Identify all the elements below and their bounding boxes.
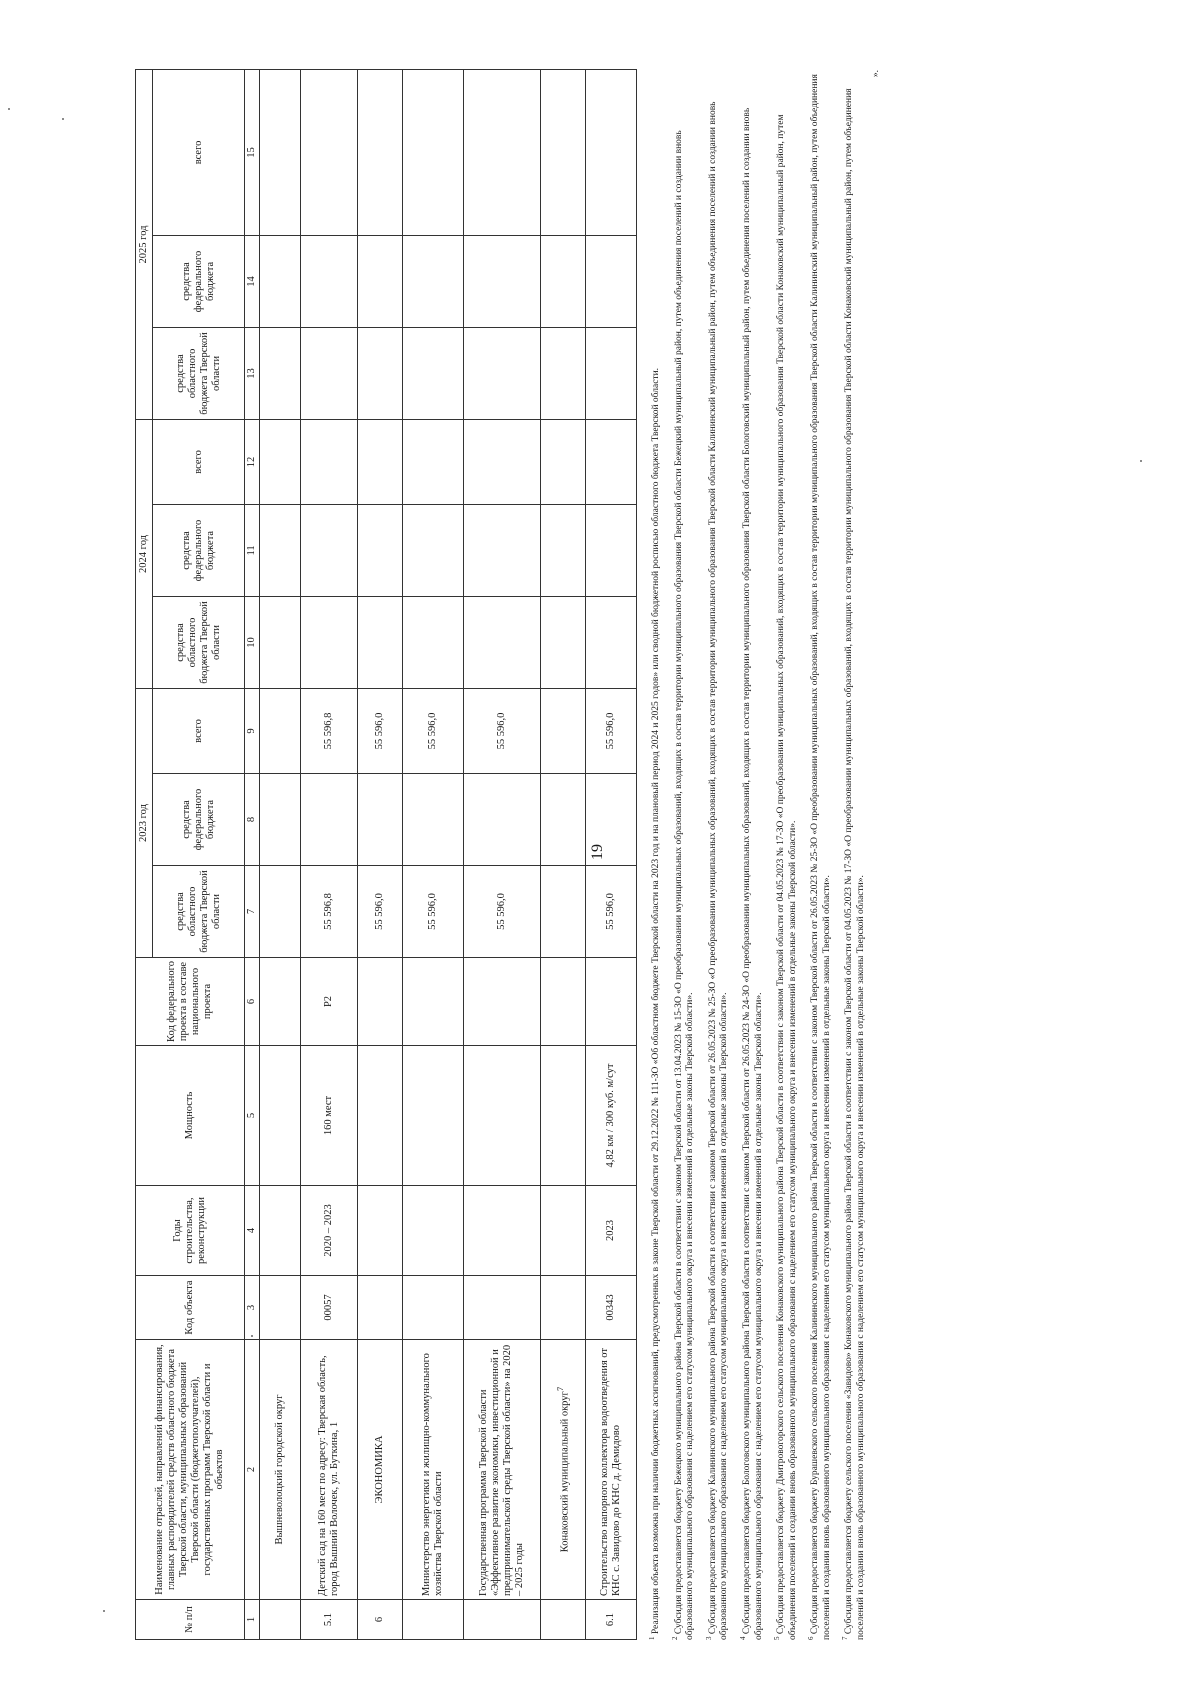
regional-2023: 55 596,0 [403, 866, 464, 958]
municipality-name [541, 1340, 586, 1600]
rotated-content [135, 70, 881, 1640]
municipality-name: Вышневолоцкий городской округ [260, 1340, 301, 1600]
section-name: ЭКОНОМИКА [358, 1340, 403, 1600]
col-number: 8 [245, 774, 260, 866]
total-2023: 55 596,0 [464, 688, 541, 773]
header-federal-project-code: Код федерального проекта в составе национального проекта [136, 958, 245, 1046]
table-row [464, 69, 541, 1639]
col-number: 12 [245, 419, 260, 504]
footnote [806, 70, 833, 1640]
col-number: 15 [245, 69, 260, 235]
header-2025-federal: средства федерального бюджета [153, 235, 245, 327]
footnote-text: Субсидия предоставляется бюджету Бежецкого муниципального района Тверской области в соответствии с законом Тверской области от 13.04.2023 № 15-ЗО «О преобразовании муниципальных образований, входящих в состав территории муниципального образования Тверской области Бежецкий муниципальный район, путем объединения поселений и создании вновь образованного муниципального образования с наделением его статусом муниципального округа и внесении изменений в отдельные законы Тверской области». [673, 130, 696, 1640]
header-2024-total: всего [153, 419, 245, 504]
col-number: 11 [245, 504, 260, 596]
construction-objects-table [135, 69, 637, 1640]
regional-2023: 55 596,0 [358, 866, 403, 958]
scan-speck [1140, 460, 1142, 462]
footnote [670, 70, 697, 1640]
col-number: 14 [245, 235, 260, 327]
total-2023: 55 596,8 [301, 688, 358, 773]
footnote-text: Субсидия предоставляется бюджету Калининского муниципального района Тверской области в соответствии с законом Тверской области от 26.05.2023 № 25-ЗО «О преобразовании муниципальных образований, входящих в состав территории муниципального образования Тверской области Калининский муниципальный район, путем объединения поселений и создании вновь образованного муниципального образования с наделением его статусом муниципального округа и внесении изменений в отдельные законы Тверской области». [707, 101, 730, 1640]
scan-speck [62, 118, 64, 120]
header-object-code: Код объекта [136, 1276, 245, 1340]
table-row [358, 69, 403, 1639]
footnote-text: Субсидия предоставляется бюджету Дмитровогорского сельского поселения Конаковского муниципального района Тверской области в соответствии с законом Тверской области от 04.05.2023 № 17-ЗО «О преобразовании муниципальных образований, входящих в состав территории муниципального образования Тверской области Конаковский муниципальный район, путем объединения поселений и создании вновь образованного муниципального образования с наделением его статусом муниципального округа и внесении изменений в отдельные законы Тверской области». [776, 114, 798, 1640]
capacity: 160 мест [301, 1046, 358, 1186]
object-code: 00057 [301, 1276, 358, 1340]
footnote [738, 70, 765, 1640]
trailing-mark: ». [870, 70, 881, 78]
header-2023-total: всего [153, 688, 245, 773]
row-number: 6 [358, 1600, 403, 1640]
capacity: 4,82 км / 300 куб. м/сут [586, 1046, 637, 1186]
col-number: 10 [245, 596, 260, 688]
table-row [586, 69, 637, 1639]
col-number: 3 [245, 1276, 260, 1340]
footnote-ref: 7 [555, 1386, 566, 1392]
construction-years: 2023 [586, 1186, 637, 1276]
footnotes [647, 70, 882, 1640]
footnote-text: Реализация объекта возможна при наличии бюджетных ассигнований, предусмотренных в законе Тверской области от 29.12.2022 № 111-ЗО «Об областном бюджете Тверской области на 2023 год и на плановый период 2024 и 2025 годов» или сводной бюджетной росписью областного бюджета Тверской области. [651, 367, 662, 1635]
program-name: Государственная программа Тверской области «Эффективное развитие экономики, инвестиционной и предпринимательской среды Тверской области» на 2020 – 2025 годы [464, 1340, 541, 1600]
row-number: 5.1 [301, 1600, 358, 1640]
footnote-marker: 7 [841, 1636, 850, 1640]
footnote-text: Субсидия предоставляется бюджету Бурашевского сельского поселения Калининского муниципального района Тверской области в соответствии с законом Тверской области от 26.05.2023 № 25-ЗО «О преобразовании муниципальных образований, входящих в состав территории муниципального образования Тверской области Калининский муниципальный район, путем объединения поселений и создании вновь образованного муниципального образования с наделением его статусом муниципального округа и внесении изменений в отдельные законы Тверской области». [810, 74, 832, 1640]
table-row [260, 69, 301, 1639]
municipality-label: Конаковский муниципальный округ [559, 1391, 571, 1553]
regional-2023: 55 596,0 [586, 866, 637, 958]
col-number: 9 [245, 688, 260, 773]
col-number: 5 [245, 1046, 260, 1186]
scan-speck [103, 1610, 105, 1612]
footnote [772, 70, 799, 1640]
footnote-text: Субсидия предоставляется бюджету Бологовского муниципального района Тверской области в соответствии с законом Тверской области от 26.05.2023 № 24-ЗО «О преобразовании муниципальных образований, входящих в состав территории муниципального образования Тверской области Бологовский муниципальный район, путем объединения поселений и создании вновь образованного муниципального образования с наделением его статусом муниципального округа и внесении изменений в отдельные законы Тверской области». [742, 107, 764, 1640]
header-2024-federal: средства федерального бюджета [153, 504, 245, 596]
col-number: 7 [245, 866, 260, 958]
regional-2023: 55 596,0 [464, 866, 541, 958]
page-number: 19 [589, 844, 606, 860]
footnote-marker: 4 [738, 1636, 747, 1640]
ministry-name: Министерство энергетики и жилищно-коммунального хозяйства Тверской области [403, 1340, 464, 1600]
header-2023-regional: средства областного бюджета Тверской области [153, 866, 245, 958]
object-code: 00343 [586, 1276, 637, 1340]
col-number: 4 [245, 1186, 260, 1276]
footnote [840, 70, 867, 1640]
header-2023-federal: средства федерального бюджета [153, 774, 245, 866]
header-year-2023: 2023 год [136, 688, 153, 957]
header-2025-regional: средства областного бюджета Тверской области [153, 327, 245, 419]
table-row [403, 69, 464, 1639]
object-name: Детский сад на 160 мест по адресу: Тверская область, город Вышний Волочек, ул. Буткина, 1 [301, 1340, 358, 1600]
object-name: Строительство напорного коллектора водоотведения от КНС с. Завидово до КНС д. Демидово [586, 1340, 637, 1600]
row-number: 6.1 [586, 1600, 637, 1640]
header-2024-regional: средства областного бюджета Тверской области [153, 596, 245, 688]
footnote-marker: 3 [704, 1636, 713, 1640]
federal-project-code: P2 [301, 958, 358, 1046]
footnote-marker: 1 [648, 1636, 656, 1640]
header-2025-total: всего [153, 69, 245, 235]
footnote-marker: 6 [807, 1636, 816, 1640]
header-name: Наименование отраслей, направлений финансирования, главных распорядителей средств областного бюджета Тверской области, муниципальных образований Тверской области (бюджетополучателей), государственных программ Тверской области и объектов [136, 1340, 245, 1600]
table-row [541, 69, 586, 1639]
header-years: Годы строительства, реконструкции [136, 1186, 245, 1276]
footnote [647, 70, 663, 1640]
col-number: 13 [245, 327, 260, 419]
col-number: 6 [245, 958, 260, 1046]
total-2023: 55 596,0 [358, 688, 403, 773]
footnote [704, 70, 731, 1640]
footnote-text: Субсидия предоставляется бюджету сельского поселения «Завидово» Конаковского муниципального района Тверской области в соответствии с законом Тверской области от 04.05.2023 № 17-ЗО «О преобразовании муниципальных образований, входящих в состав территории муниципального образования Тверской области Конаковский муниципальный район, путем объединения поселений и создании вновь образованного муниципального образования с наделением его статусом муниципального округа и внесении изменений в отдельные законы Тверской области». [844, 88, 867, 1640]
footnote-marker: 5 [773, 1636, 782, 1640]
total-2023: 55 596,0 [586, 688, 637, 773]
col-number: 1 [245, 1600, 260, 1640]
header-capacity: Мощность [136, 1046, 245, 1186]
table-row [301, 69, 358, 1639]
footnote-marker: 2 [670, 1636, 679, 1640]
column-number-row [245, 69, 260, 1639]
regional-2023: 55 596,8 [301, 866, 358, 958]
header-year-2024: 2024 год [136, 419, 153, 688]
header-num: № п/п [136, 1600, 245, 1640]
construction-years: 2020 – 2023 [301, 1186, 358, 1276]
scan-speck [8, 108, 10, 110]
col-number: 2 [245, 1340, 260, 1600]
table-header [136, 69, 245, 1639]
header-year-2025: 2025 год [136, 69, 153, 419]
total-2023: 55 596,0 [403, 688, 464, 773]
